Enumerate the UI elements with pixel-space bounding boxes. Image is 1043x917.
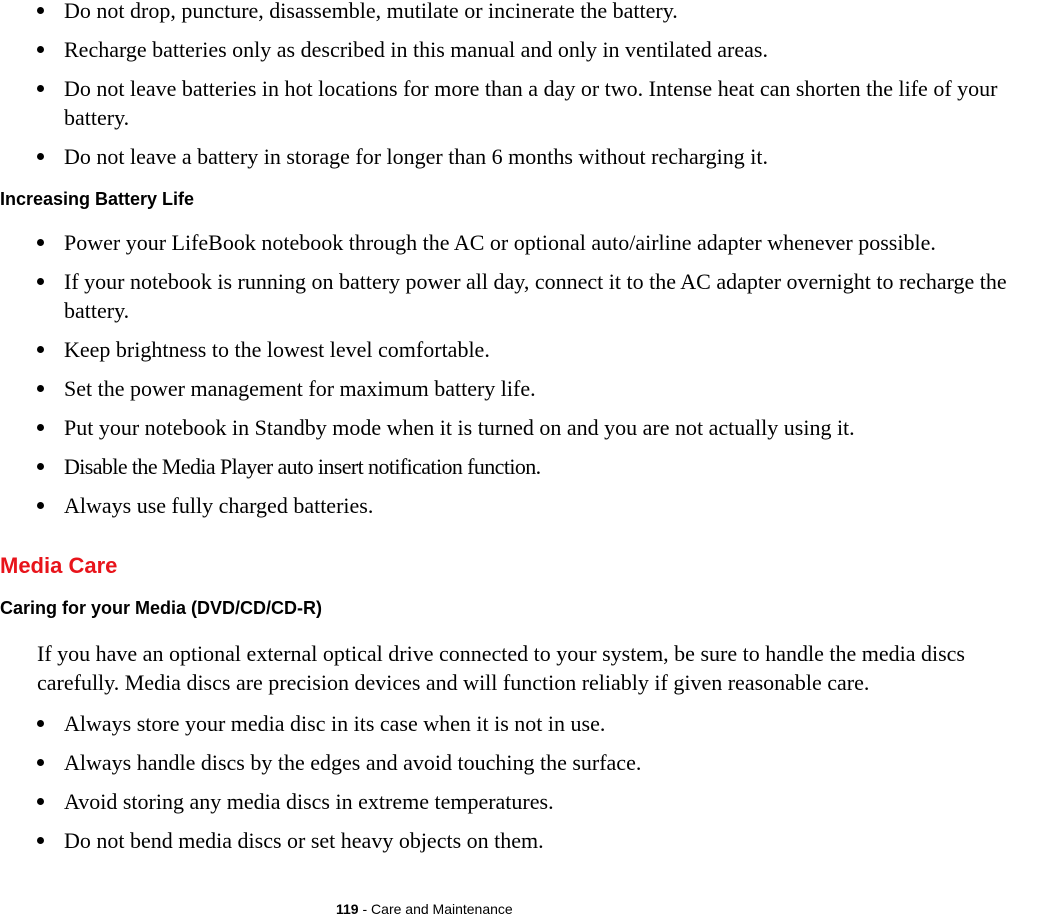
list-item: Recharge batteries only as described in this manual and only in ventilated areas. [0, 35, 1043, 64]
bullet-icon [37, 46, 44, 53]
chapter-name: Care and Maintenance [371, 901, 513, 917]
list-item: Do not leave batteries in hot locations for more than a day or two. Intense heat can shorten the life of your battery. [0, 74, 1043, 132]
media-care-section [0, 553, 1043, 579]
section-heading: Increasing Battery Life [0, 189, 195, 209]
list-item: Always use fully charged batteries. [0, 491, 1043, 520]
bullet-icon [37, 424, 44, 431]
battery-care-section [0, 0, 1043, 181]
list-item: Keep brightness to the lowest level comfortable. [0, 335, 1043, 364]
bullet-icon [37, 278, 44, 285]
list-item: Do not leave a battery in storage for longer than 6 months without recharging it. [0, 142, 1043, 171]
bullet-icon [37, 463, 44, 470]
bullet-icon [37, 502, 44, 509]
battery-care-list [0, 0, 1043, 171]
list-item: Put your notebook in Standby mode when it is turned on and you are not actually using it. [0, 413, 1043, 442]
increasing-battery-life-list-block [0, 228, 1043, 530]
bullet-icon [37, 85, 44, 92]
list-item: Do not bend media discs or set heavy objects on them. [0, 826, 1043, 855]
subsection-heading: Caring for your Media (DVD/CD/CD-R) [0, 598, 323, 618]
bullet-icon [37, 837, 44, 844]
media-care-subsection [0, 597, 1043, 619]
intro-paragraph: If you have an optional external optical drive connected to your system, be sure to handle the media discs carefully. Media discs are precision devices and will function reliably if given reasonable care. [37, 641, 965, 695]
media-care-intro [0, 639, 1043, 697]
media-care-list [0, 709, 1043, 855]
bullet-icon [37, 798, 44, 805]
page-footer [336, 901, 513, 917]
increasing-battery-life-list [0, 228, 1043, 520]
list-item: Disable the Media Player auto insert notification function. [0, 452, 1043, 481]
bullet-icon [37, 153, 44, 160]
bullet-icon [37, 720, 44, 727]
list-item: Avoid storing any media discs in extreme temperatures. [0, 787, 1043, 816]
bullet-icon [37, 385, 44, 392]
increasing-battery-life-section [0, 188, 1043, 210]
list-item: Power your LifeBook notebook through the AC or optional auto/airline adapter whenever possible. [0, 228, 1043, 257]
list-item: If your notebook is running on battery power all day, connect it to the AC adapter overnight to recharge the battery. [0, 267, 1043, 325]
section-title: Media Care [0, 553, 118, 578]
footer-separator: - [358, 901, 372, 917]
list-item: Always store your media disc in its case when it is not in use. [0, 709, 1043, 738]
media-care-list-block [0, 709, 1043, 865]
list-item: Set the power management for maximum battery life. [0, 374, 1043, 403]
list-item: Do not drop, puncture, disassemble, mutilate or incinerate the battery. [0, 0, 1043, 25]
bullet-icon [37, 346, 44, 353]
bullet-icon [37, 239, 44, 246]
page-number: 119 [336, 901, 359, 917]
bullet-icon [37, 7, 44, 14]
bullet-icon [37, 759, 44, 766]
list-item: Always handle discs by the edges and avoid touching the surface. [0, 748, 1043, 777]
